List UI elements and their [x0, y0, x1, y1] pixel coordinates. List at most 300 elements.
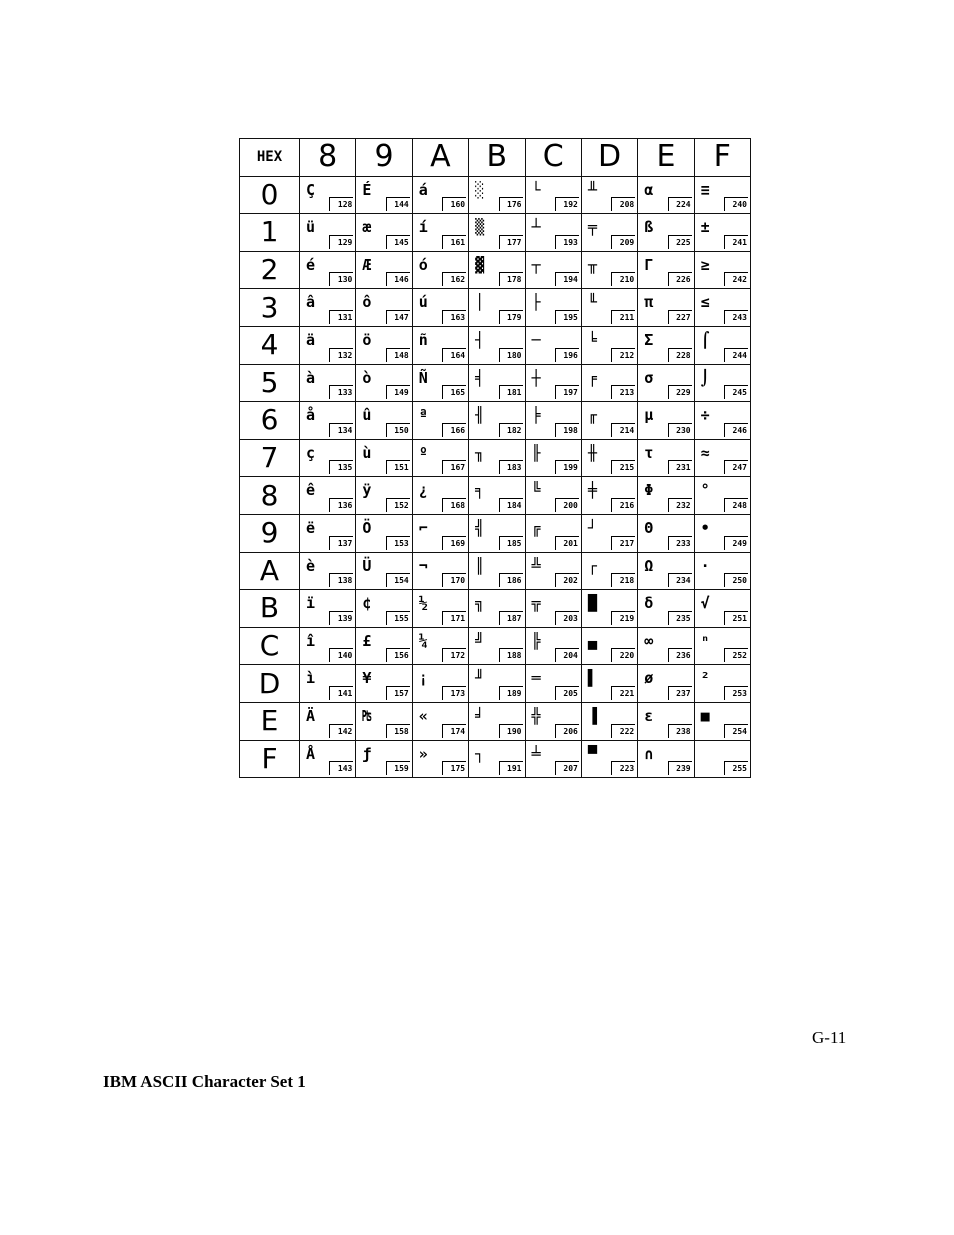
- character-code: 165: [442, 385, 466, 399]
- character-cell: [300, 402, 356, 440]
- chart-row: [240, 665, 751, 703]
- character-glyph: ±: [700, 218, 710, 237]
- character-glyph: É: [362, 180, 372, 199]
- character-glyph: ö: [362, 330, 372, 349]
- character-code: 170: [442, 573, 466, 587]
- character-cell: [300, 326, 356, 364]
- character-code: 136: [329, 498, 353, 512]
- character-code: 166: [442, 423, 466, 437]
- column-header: A: [412, 139, 468, 177]
- character-code: 250: [724, 573, 748, 587]
- character-code: 146: [386, 272, 410, 286]
- character-glyph: ¬: [418, 556, 428, 575]
- row-label: 1: [240, 214, 300, 252]
- character-code: 162: [442, 272, 466, 286]
- character-code: 195: [555, 310, 579, 324]
- row-label: D: [240, 665, 300, 703]
- character-glyph: ╬: [531, 706, 541, 725]
- character-cell: [581, 552, 637, 590]
- character-code: 129: [329, 235, 353, 249]
- character-cell: [581, 665, 637, 703]
- character-code: 206: [555, 724, 579, 738]
- character-cell: [638, 364, 694, 402]
- character-code: 137: [329, 536, 353, 550]
- character-cell: [694, 477, 750, 515]
- character-cell: [638, 552, 694, 590]
- character-code: 217: [611, 536, 635, 550]
- character-code: 156: [386, 648, 410, 662]
- character-cell: [638, 665, 694, 703]
- character-cell: [581, 214, 637, 252]
- column-header: B: [469, 139, 525, 177]
- character-glyph: ½: [418, 594, 428, 613]
- character-glyph: ╫: [587, 443, 597, 462]
- chart-row: [240, 402, 751, 440]
- character-code: 235: [668, 611, 692, 625]
- character-glyph: ø: [644, 669, 654, 688]
- character-glyph: ┤: [475, 330, 485, 349]
- character-code: 151: [386, 460, 410, 474]
- character-code: 161: [442, 235, 466, 249]
- character-code: 249: [724, 536, 748, 550]
- character-glyph: ╨: [587, 180, 597, 199]
- chart-row: [240, 326, 751, 364]
- chart-row: [240, 214, 751, 252]
- character-cell: [525, 402, 581, 440]
- chart-caption: IBM ASCII Character Set 1: [103, 1072, 306, 1091]
- row-label: 6: [240, 402, 300, 440]
- character-cell: [581, 627, 637, 665]
- character-code: 144: [386, 197, 410, 211]
- character-cell: [356, 251, 412, 289]
- character-cell: [638, 176, 694, 214]
- character-glyph: ┴: [531, 218, 541, 237]
- character-cell: [356, 289, 412, 327]
- character-code: 163: [442, 310, 466, 324]
- character-cell: [356, 214, 412, 252]
- character-glyph: ¢: [362, 594, 372, 613]
- character-glyph: ┼: [531, 368, 541, 387]
- character-glyph: █: [587, 594, 597, 613]
- character-code: 179: [499, 310, 523, 324]
- character-cell: [412, 477, 468, 515]
- character-code: 234: [668, 573, 692, 587]
- character-code: 197: [555, 385, 579, 399]
- character-cell: [412, 364, 468, 402]
- character-code: 173: [442, 686, 466, 700]
- character-code: 134: [329, 423, 353, 437]
- row-label: 9: [240, 514, 300, 552]
- character-code: 131: [329, 310, 353, 324]
- character-code: 164: [442, 348, 466, 362]
- chart-row: [240, 289, 751, 327]
- character-glyph: τ: [644, 443, 654, 462]
- character-glyph: ╧: [531, 744, 541, 763]
- column-header: 8: [300, 139, 356, 177]
- character-glyph: Γ: [644, 255, 654, 274]
- character-cell: [525, 251, 581, 289]
- row-label: 4: [240, 326, 300, 364]
- character-cell: [581, 477, 637, 515]
- character-code: 236: [668, 648, 692, 662]
- character-cell: [638, 627, 694, 665]
- character-glyph: »: [418, 744, 428, 763]
- character-cell: [694, 552, 750, 590]
- character-glyph: ñ: [418, 330, 428, 349]
- character-code: 212: [611, 348, 635, 362]
- character-code: 169: [442, 536, 466, 550]
- character-code: 209: [611, 235, 635, 249]
- character-code: 191: [499, 761, 523, 775]
- character-cell: [581, 176, 637, 214]
- character-glyph: Φ: [644, 481, 654, 500]
- character-glyph: ╦: [531, 594, 541, 613]
- character-cell: [694, 326, 750, 364]
- character-code: 247: [724, 460, 748, 474]
- character-glyph: °: [700, 481, 710, 500]
- character-glyph: «: [418, 706, 428, 725]
- character-cell: [694, 627, 750, 665]
- character-cell: [638, 214, 694, 252]
- character-cell: [525, 176, 581, 214]
- character-glyph: è: [306, 556, 316, 575]
- character-code: 227: [668, 310, 692, 324]
- character-code: 203: [555, 611, 579, 625]
- character-cell: [694, 439, 750, 477]
- character-glyph: ╟: [531, 443, 541, 462]
- character-cell: [356, 514, 412, 552]
- character-cell: [469, 477, 525, 515]
- chart-row: [240, 364, 751, 402]
- character-cell: [581, 740, 637, 778]
- character-glyph: Θ: [644, 518, 654, 537]
- character-cell: [356, 590, 412, 628]
- character-code: 232: [668, 498, 692, 512]
- character-cell: [581, 439, 637, 477]
- character-code: 214: [611, 423, 635, 437]
- character-glyph: ▒: [475, 218, 485, 237]
- character-code: 226: [668, 272, 692, 286]
- chart-row: [240, 477, 751, 515]
- character-glyph: ╙: [587, 293, 597, 312]
- character-cell: [300, 665, 356, 703]
- character-cell: [469, 214, 525, 252]
- character-code: 246: [724, 423, 748, 437]
- character-cell: [300, 289, 356, 327]
- character-glyph: ≈: [700, 443, 710, 462]
- character-glyph: ╕: [475, 481, 485, 500]
- character-code: 160: [442, 197, 466, 211]
- character-glyph: ¼: [418, 631, 428, 650]
- character-glyph: ▐: [587, 706, 597, 725]
- character-code: 176: [499, 197, 523, 211]
- character-code: 221: [611, 686, 635, 700]
- character-cell: [638, 289, 694, 327]
- character-glyph: ç: [306, 443, 316, 462]
- character-set-chart: [239, 138, 751, 778]
- character-glyph: â: [306, 293, 316, 312]
- character-code: 237: [668, 686, 692, 700]
- character-cell: [469, 439, 525, 477]
- character-code: 251: [724, 611, 748, 625]
- character-cell: [694, 251, 750, 289]
- character-glyph: å: [306, 406, 316, 425]
- character-cell: [525, 326, 581, 364]
- character-cell: [694, 702, 750, 740]
- character-glyph: ╖: [475, 443, 485, 462]
- character-code: 147: [386, 310, 410, 324]
- character-cell: [356, 665, 412, 703]
- character-glyph: δ: [644, 594, 654, 613]
- character-cell: [525, 702, 581, 740]
- character-cell: [694, 289, 750, 327]
- character-code: 141: [329, 686, 353, 700]
- character-code: 198: [555, 423, 579, 437]
- character-glyph: ╜: [475, 669, 485, 688]
- character-cell: [412, 176, 468, 214]
- character-glyph: ╒: [587, 368, 597, 387]
- character-cell: [581, 514, 637, 552]
- character-cell: [356, 552, 412, 590]
- character-code: 153: [386, 536, 410, 550]
- character-cell: [412, 402, 468, 440]
- character-glyph: ╝: [475, 631, 485, 650]
- character-cell: [469, 627, 525, 665]
- character-glyph: ë: [306, 518, 316, 537]
- character-glyph: ¿: [418, 481, 428, 500]
- character-glyph: ╠: [531, 631, 541, 650]
- character-code: 208: [611, 197, 635, 211]
- character-glyph: Ö: [362, 518, 372, 537]
- character-code: 188: [499, 648, 523, 662]
- character-code: 204: [555, 648, 579, 662]
- character-glyph: ═: [531, 669, 541, 688]
- character-cell: [525, 590, 581, 628]
- chart-row: [240, 627, 751, 665]
- character-cell: [694, 665, 750, 703]
- character-cell: [469, 740, 525, 778]
- character-glyph: ╞: [531, 406, 541, 425]
- character-cell: [581, 402, 637, 440]
- character-glyph: Å: [306, 744, 316, 763]
- column-header: F: [694, 139, 750, 177]
- character-code: 205: [555, 686, 579, 700]
- character-glyph: ₧: [362, 706, 372, 725]
- character-cell: [412, 590, 468, 628]
- character-cell: [469, 665, 525, 703]
- character-cell: [469, 176, 525, 214]
- character-cell: [412, 552, 468, 590]
- character-glyph: ┌: [587, 556, 597, 575]
- character-glyph: ╚: [531, 481, 541, 500]
- character-code: 157: [386, 686, 410, 700]
- character-glyph: √: [700, 594, 710, 613]
- character-glyph: ⌡: [700, 368, 710, 387]
- character-cell: [469, 364, 525, 402]
- character-cell: [581, 326, 637, 364]
- chart-header-row: [240, 139, 751, 177]
- character-cell: [469, 251, 525, 289]
- row-label: 5: [240, 364, 300, 402]
- character-code: 172: [442, 648, 466, 662]
- character-cell: [581, 289, 637, 327]
- character-cell: [469, 326, 525, 364]
- character-code: 175: [442, 761, 466, 775]
- character-glyph: ▌: [587, 669, 597, 688]
- character-code: 233: [668, 536, 692, 550]
- row-label: F: [240, 740, 300, 778]
- character-glyph: ·: [700, 556, 710, 575]
- character-glyph: ╥: [587, 255, 597, 274]
- character-cell: [694, 176, 750, 214]
- character-cell: [469, 552, 525, 590]
- character-glyph: ⌠: [700, 330, 710, 349]
- character-glyph: ╣: [475, 518, 485, 537]
- character-code: 248: [724, 498, 748, 512]
- character-cell: [638, 590, 694, 628]
- character-code: 187: [499, 611, 523, 625]
- character-glyph: ╛: [475, 706, 485, 725]
- character-cell: [300, 364, 356, 402]
- character-code: 128: [329, 197, 353, 211]
- character-code: 135: [329, 460, 353, 474]
- character-glyph: ╓: [587, 406, 597, 425]
- character-code: 231: [668, 460, 692, 474]
- character-code: 239: [668, 761, 692, 775]
- column-header: D: [581, 139, 637, 177]
- character-glyph: ü: [306, 218, 316, 237]
- character-cell: [638, 740, 694, 778]
- character-glyph: ▄: [587, 631, 597, 650]
- character-glyph: ─: [531, 330, 541, 349]
- character-code: 202: [555, 573, 579, 587]
- character-cell: [469, 289, 525, 327]
- character-cell: [638, 251, 694, 289]
- character-glyph: ÷: [700, 406, 710, 425]
- character-cell: [300, 514, 356, 552]
- character-glyph: ƒ: [362, 744, 372, 763]
- character-cell: [469, 514, 525, 552]
- character-code: 139: [329, 611, 353, 625]
- character-code: 190: [499, 724, 523, 738]
- character-glyph: ∩: [644, 744, 654, 763]
- character-code: 229: [668, 385, 692, 399]
- character-code: 145: [386, 235, 410, 249]
- character-code: 142: [329, 724, 353, 738]
- character-glyph: Σ: [644, 330, 654, 349]
- character-code: 211: [611, 310, 635, 324]
- character-cell: [300, 590, 356, 628]
- character-glyph: £: [362, 631, 372, 650]
- character-glyph: ┬: [531, 255, 541, 274]
- character-cell: [300, 214, 356, 252]
- character-code: 152: [386, 498, 410, 512]
- row-label: 7: [240, 439, 300, 477]
- row-label: A: [240, 552, 300, 590]
- character-code: 216: [611, 498, 635, 512]
- character-cell: [356, 477, 412, 515]
- character-glyph: Ñ: [418, 368, 428, 387]
- row-label: E: [240, 702, 300, 740]
- character-code: 192: [555, 197, 579, 211]
- character-cell: [638, 477, 694, 515]
- character-glyph: Ç: [306, 180, 316, 199]
- chart-row: [240, 439, 751, 477]
- character-cell: [525, 364, 581, 402]
- character-code: 158: [386, 724, 410, 738]
- character-cell: [638, 439, 694, 477]
- character-code: 168: [442, 498, 466, 512]
- character-code: 194: [555, 272, 579, 286]
- character-glyph: ≥: [700, 255, 710, 274]
- character-code: 238: [668, 724, 692, 738]
- character-glyph: ²: [700, 669, 710, 688]
- character-code: 230: [668, 423, 692, 437]
- character-cell: [300, 439, 356, 477]
- character-glyph: ║: [475, 556, 485, 575]
- character-cell: [300, 702, 356, 740]
- character-cell: [356, 402, 412, 440]
- character-cell: [300, 627, 356, 665]
- character-code: 242: [724, 272, 748, 286]
- character-glyph: •: [700, 518, 710, 537]
- character-glyph: ░: [475, 180, 485, 199]
- row-label: 3: [240, 289, 300, 327]
- character-cell: [694, 214, 750, 252]
- character-code: 184: [499, 498, 523, 512]
- character-code: 138: [329, 573, 353, 587]
- character-code: 253: [724, 686, 748, 700]
- character-cell: [412, 514, 468, 552]
- column-header: E: [638, 139, 694, 177]
- character-glyph: æ: [362, 218, 372, 237]
- character-glyph: ¥: [362, 669, 372, 688]
- character-code: 193: [555, 235, 579, 249]
- character-code: 244: [724, 348, 748, 362]
- character-code: 210: [611, 272, 635, 286]
- character-code: 149: [386, 385, 410, 399]
- character-code: 177: [499, 235, 523, 249]
- character-cell: [356, 702, 412, 740]
- character-code: 215: [611, 460, 635, 474]
- character-cell: [525, 514, 581, 552]
- character-cell: [469, 402, 525, 440]
- character-glyph: ¡: [418, 669, 428, 688]
- character-code: 219: [611, 611, 635, 625]
- character-glyph: ├: [531, 293, 541, 312]
- character-code: 185: [499, 536, 523, 550]
- character-code: 224: [668, 197, 692, 211]
- chart-row: [240, 514, 751, 552]
- character-cell: [694, 514, 750, 552]
- character-cell: [412, 702, 468, 740]
- character-glyph: ÿ: [362, 481, 372, 500]
- character-glyph: Ü: [362, 556, 372, 575]
- character-glyph: û: [362, 406, 372, 425]
- character-cell: [525, 552, 581, 590]
- chart-row: [240, 552, 751, 590]
- character-code: 245: [724, 385, 748, 399]
- character-code: 186: [499, 573, 523, 587]
- character-glyph: ╤: [587, 218, 597, 237]
- character-cell: [412, 740, 468, 778]
- character-cell: [638, 326, 694, 364]
- character-glyph: ┐: [475, 744, 485, 763]
- character-cell: [525, 665, 581, 703]
- character-cell: [356, 740, 412, 778]
- character-cell: [581, 702, 637, 740]
- character-glyph: ⁿ: [700, 631, 710, 650]
